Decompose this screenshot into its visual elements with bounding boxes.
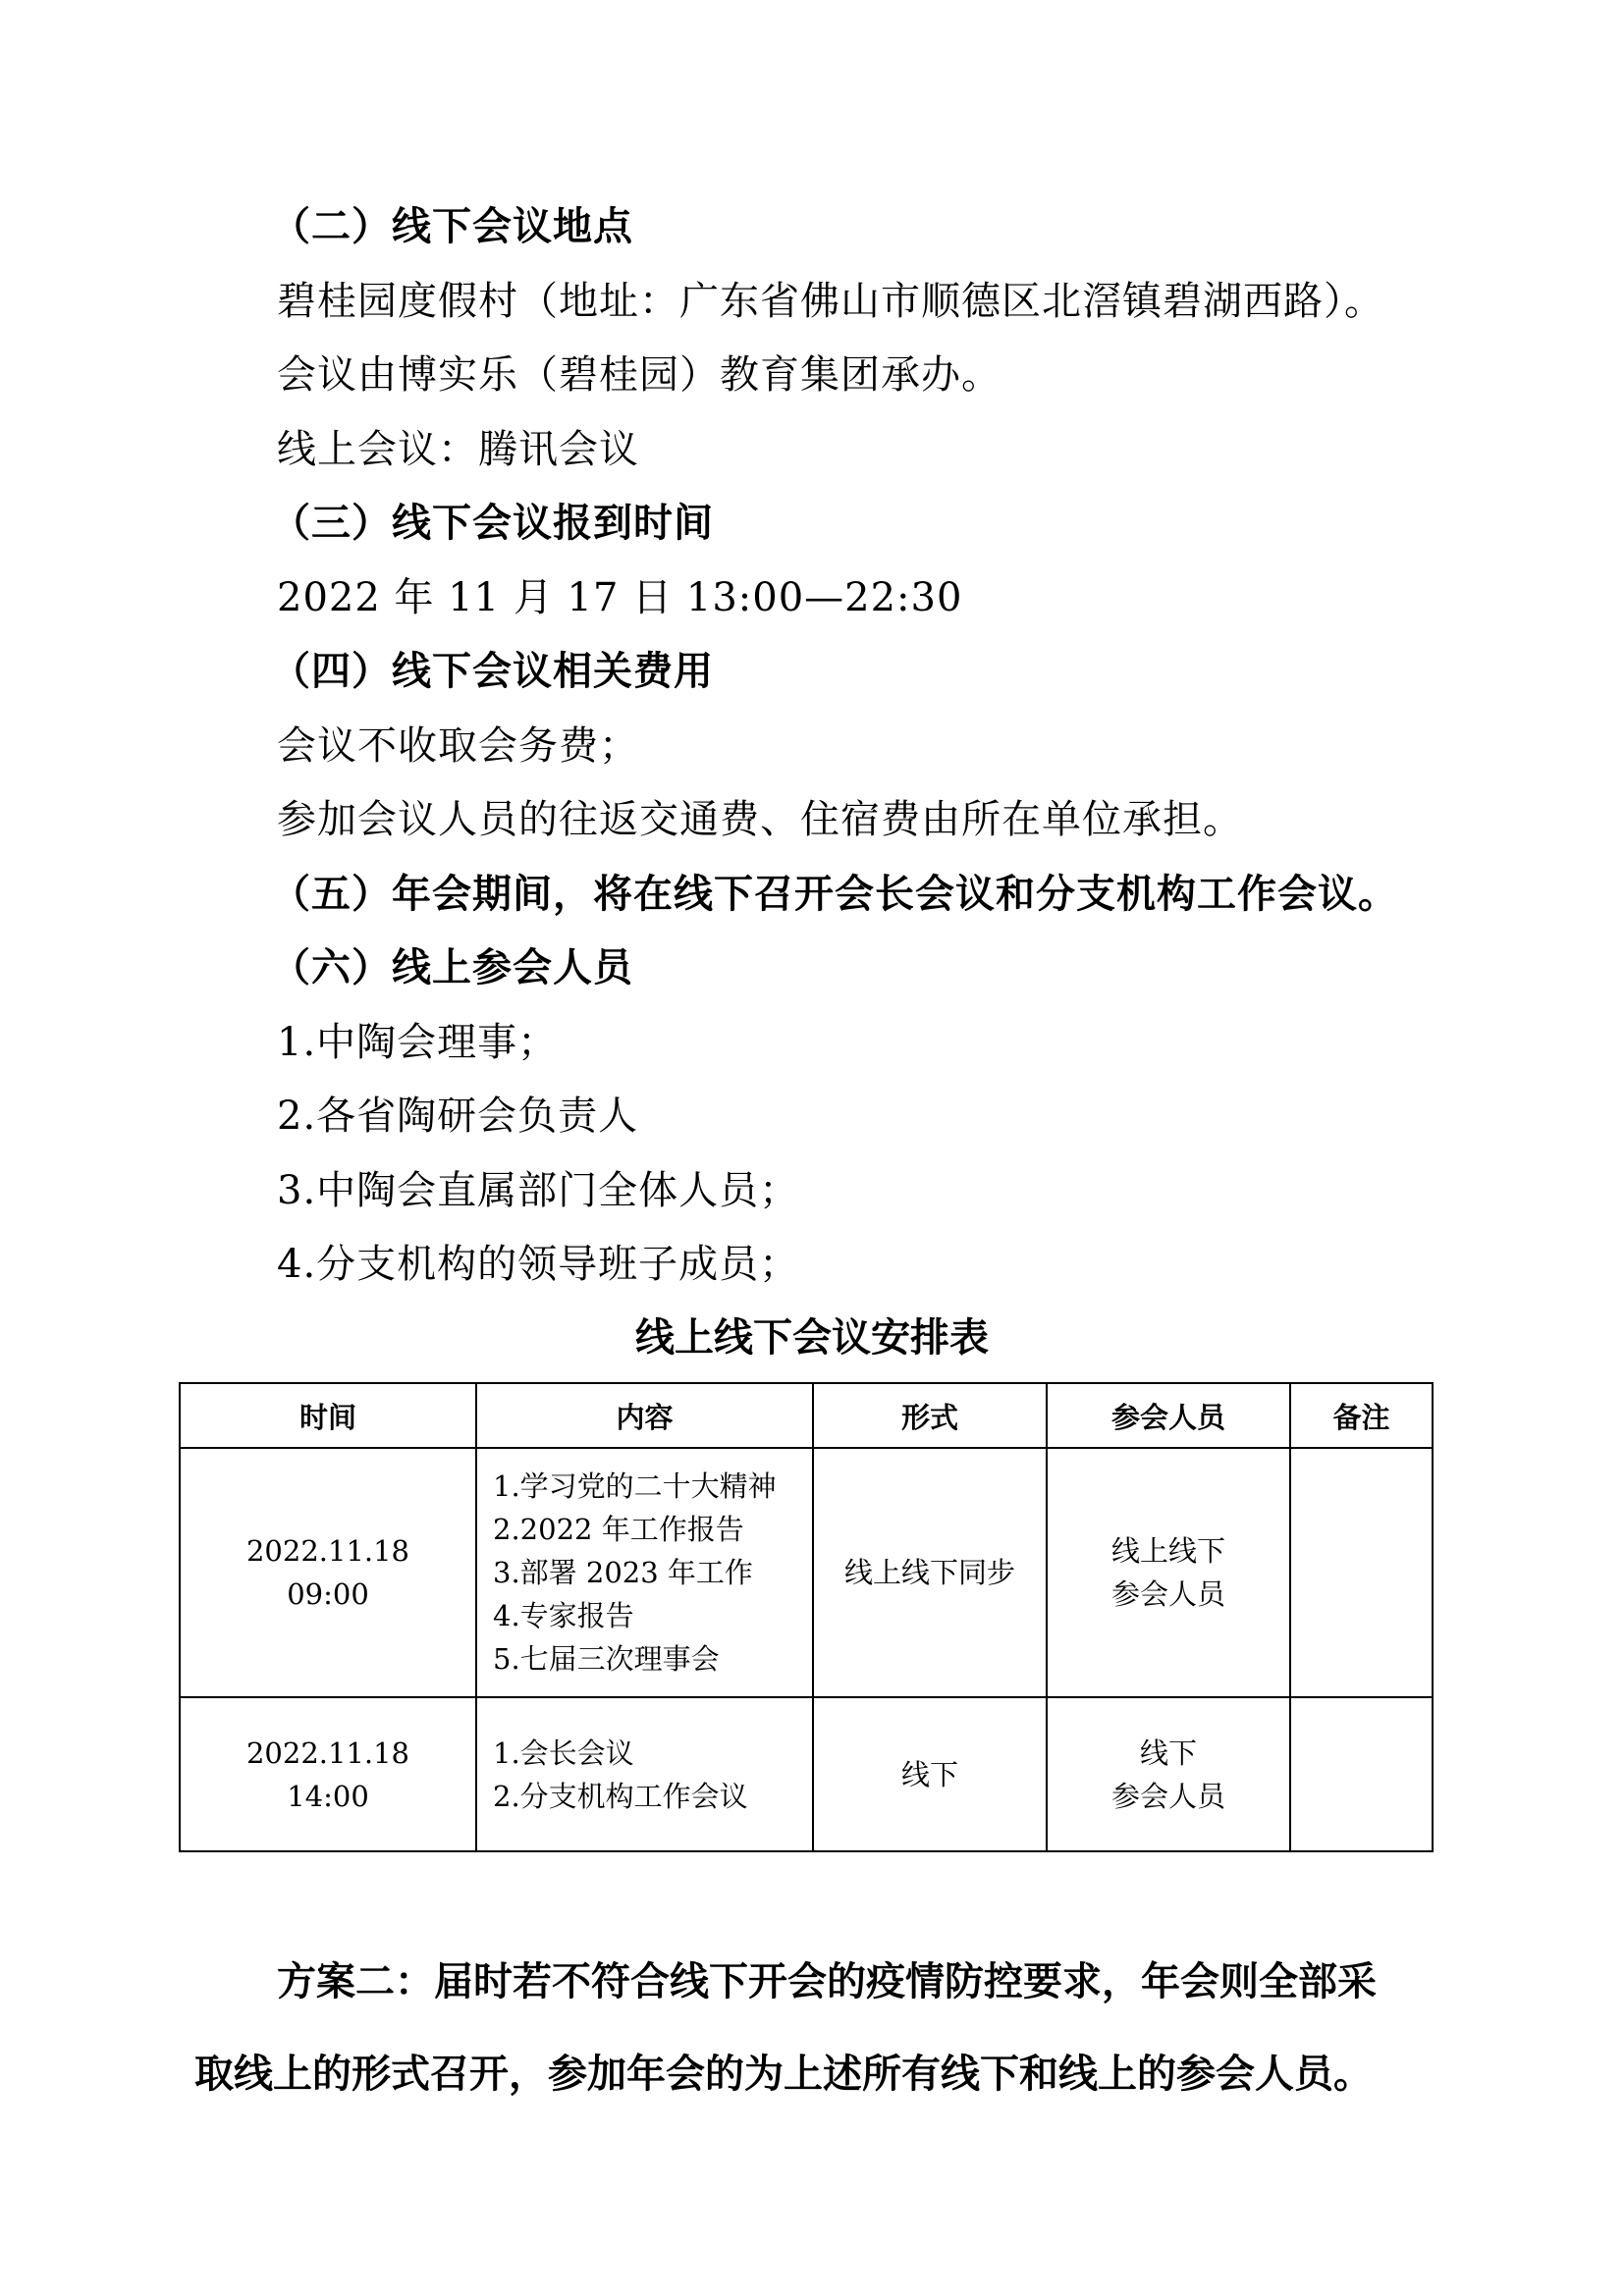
attendees-cell [1047, 1448, 1290, 1697]
fees-line-2: 参加会议人员的往返交通费、住宿费由所在单位承担。 [277, 797, 1243, 842]
fees-line-1: 会议不收取会务费； [277, 723, 639, 769]
time-cell [180, 1697, 476, 1851]
venue-heading: （二）线下会议地点 [271, 204, 633, 249]
checkin-time: 2022 年 11 月 17 日 13:00—22:30 [277, 575, 963, 620]
header-time: 时间 [180, 1383, 476, 1448]
table-title: 线上线下会议安排表 [635, 1315, 989, 1361]
fees-heading: （四）线下会议相关费用 [271, 649, 714, 694]
content-item: 5.七届三次理事会 [493, 1642, 720, 1676]
content-cell [476, 1697, 813, 1851]
note-cell [1290, 1448, 1433, 1697]
plan-two-line-2: 取线上的形式召开，参加年会的为上述所有线下和线上的参会人员。 [194, 2052, 1373, 2097]
time-cell [180, 1448, 476, 1697]
attendee-item: 2.各省陶研会负责人 [277, 1094, 639, 1139]
table-row [180, 1448, 1433, 1697]
schedule-table [179, 1382, 1434, 1852]
attendees-cell [1047, 1697, 1290, 1851]
header-note: 备注 [1290, 1383, 1433, 1448]
meetings-heading: （五）年会期间，将在线下召开会长会议和分支机构工作会议。 [271, 872, 1398, 917]
content-item: 2.2022 年工作报告 [493, 1513, 744, 1546]
attendee-item: 3.中陶会直属部门全体人员； [277, 1168, 800, 1213]
content-cell [476, 1448, 813, 1697]
online-platform: 线上会议：腾讯会议 [277, 427, 639, 472]
attendee-item: 1.中陶会理事； [277, 1020, 559, 1065]
venue-address: 碧桂园度假村（地址：广东省佛山市顺德区北滘镇碧湖西路）。 [277, 279, 1384, 324]
table-row [180, 1697, 1433, 1851]
time-text: 09:00 [287, 1577, 369, 1611]
plan-two-line-1: 方案二：届时若不符合线下开会的疫情防控要求，年会则全部采 [277, 1959, 1377, 2004]
content-item: 2.分支机构工作会议 [493, 1779, 748, 1813]
attendees-text: 线上线下 [1110, 1534, 1225, 1568]
checkin-heading: （三）线下会议报到时间 [271, 501, 714, 546]
attendees-text: 参会人员 [1110, 1779, 1225, 1813]
date-text: 2022.11.18 [245, 1534, 410, 1568]
content-item: 1.学习党的二十大精神 [493, 1469, 777, 1503]
attendees-heading: （六）线上参会人员 [271, 945, 633, 990]
header-content: 内容 [476, 1383, 813, 1448]
form-cell: 线上线下同步 [813, 1448, 1047, 1697]
header-form: 形式 [813, 1383, 1047, 1448]
time-text: 14:00 [287, 1779, 369, 1813]
attendees-text: 线下 [1139, 1735, 1197, 1770]
form-cell: 线下 [813, 1697, 1047, 1851]
note-cell [1290, 1697, 1433, 1851]
content-item: 3.部署 2023 年工作 [493, 1556, 753, 1589]
content-item: 4.专家报告 [493, 1599, 634, 1632]
date-text: 2022.11.18 [245, 1735, 410, 1770]
attendees-text: 参会人员 [1110, 1577, 1225, 1611]
attendee-item: 4.分支机构的领导班子成员； [277, 1242, 800, 1287]
table-header-row [180, 1383, 1433, 1448]
header-attendees: 参会人员 [1047, 1383, 1290, 1448]
host-organization: 会议由博实乐（碧桂园）教育集团承办。 [277, 352, 1001, 398]
content-item: 1.会长会议 [493, 1735, 634, 1770]
